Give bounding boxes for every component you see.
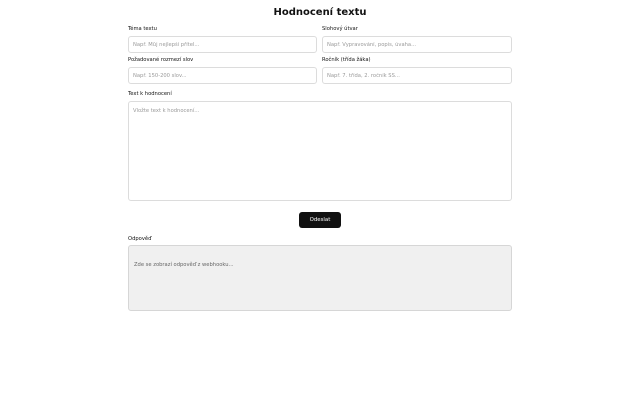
style-input[interactable] (322, 36, 512, 53)
topic-input[interactable] (128, 36, 317, 53)
evaluation-form (128, 0, 512, 400)
grade-input[interactable] (322, 67, 512, 84)
page-title: Hodnocení textu (273, 7, 367, 18)
submit-button[interactable]: Odeslat (299, 212, 341, 228)
topic-label: Téma textu (128, 26, 157, 32)
grade-label: Ročník (třída žáka) (322, 57, 371, 63)
style-label: Slohový útvar (322, 26, 358, 32)
word-count-label: Požadované rozmezí slov (128, 57, 194, 63)
response-placeholder-text: Zde se zobrazí odpověď z webhooku... (134, 262, 234, 268)
response-box (128, 245, 512, 311)
text-textarea[interactable] (128, 101, 512, 201)
response-label: Odpověď (128, 236, 152, 242)
text-label: Text k hodnocení (128, 91, 172, 97)
word-count-input[interactable] (128, 67, 317, 84)
